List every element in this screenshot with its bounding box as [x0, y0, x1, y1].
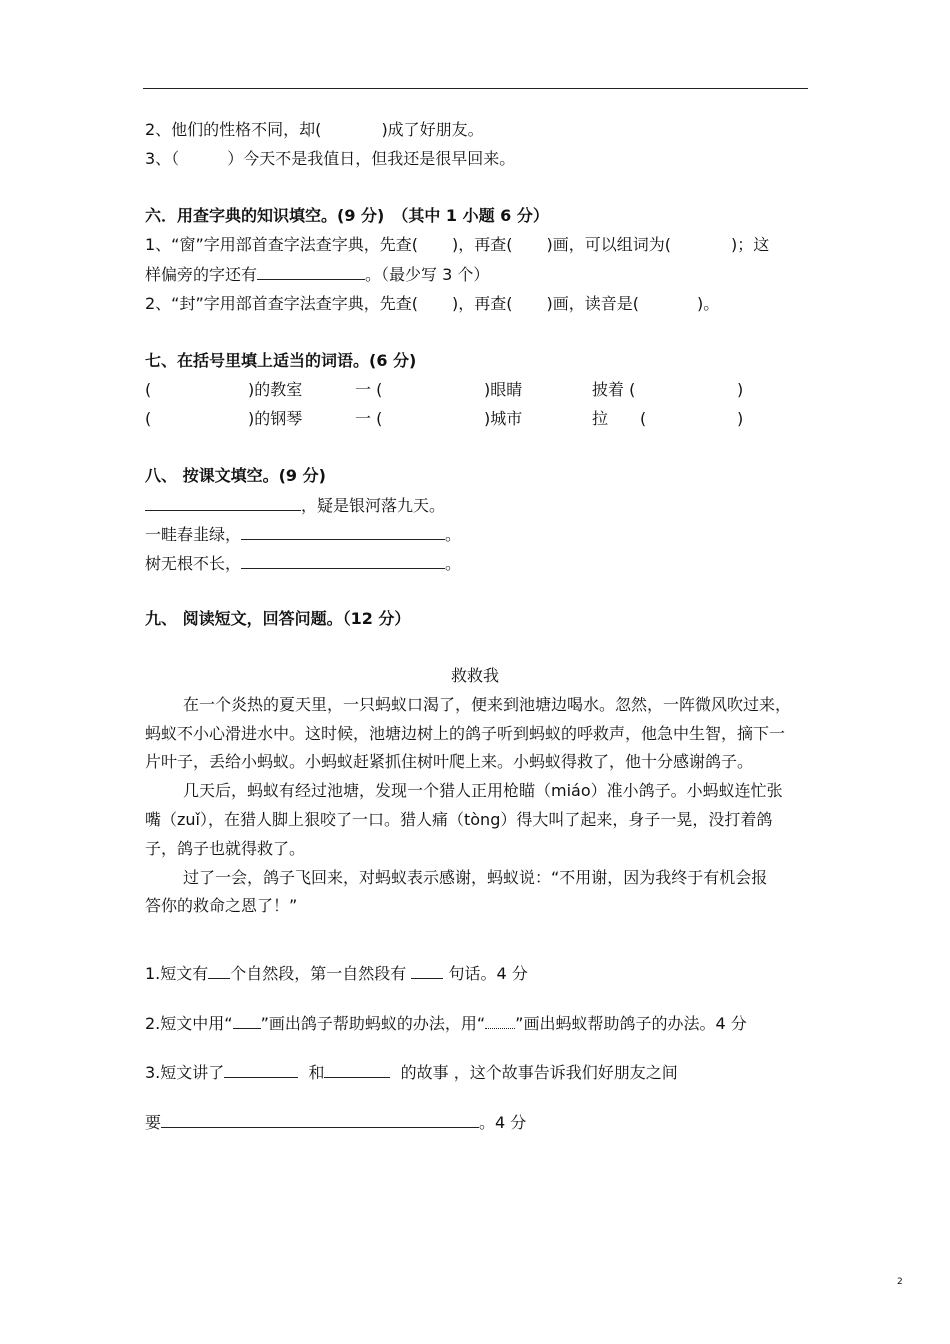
blank-line[interactable] — [208, 962, 230, 979]
s5-q2: 2、他们的性格不同，却( )成了好朋友。 — [145, 120, 484, 139]
story-p3-l2: 答你的救命之恩了！” — [145, 896, 298, 915]
story-p1-l1: 在一个炎热的夏天里，一只蚂蚁口渴了，便来到池塘边喝水。忽然，一阵微风吹过来， — [183, 695, 792, 714]
s6-q1-line2: 样偏旁的字还有 。（最少写 3 个） — [145, 265, 490, 284]
s8-line1: ，疑是银河落九天。 — [145, 494, 445, 517]
s7-r1-f: ) — [737, 380, 744, 399]
s7-r2-e: 拉 — [592, 409, 609, 428]
s8-title: 八、 按课文填空。(9 分) — [145, 466, 326, 485]
s7-r1-c: 一 ( — [355, 380, 383, 399]
story-p2-l2: 嘴（zuǐ），在猎人脚上狠咬了一口。猎人痛（tòng）得大叫了起来，身子一晃，没打着鸽 — [145, 810, 773, 829]
s7-r1-b: )的教室 — [248, 380, 303, 399]
s9-q2: 2.短文中用“ ”画出鸽子帮助蚂蚁的办法，用“ ”画出蚂蚁帮助鸽子的办法。4 分 — [145, 1014, 747, 1033]
s7-title: 七、在括号里填上适当的词语。(6 分) — [145, 351, 417, 370]
s6-q2: 2、“封”字用部首查字法查字典，先查( )，再查( )画，读音是( )。 — [145, 294, 720, 313]
story-p1-l2: 蚂蚁不小心滑进水中。这时候，池塘边树上的鸽子听到蚂蚁的呼救声，他急中生智，摘下一 — [145, 724, 786, 743]
s9-title: 九、 阅读短文，回答问题。（12 分） — [145, 609, 411, 628]
s7-r2-b: )的钢琴 — [248, 409, 303, 428]
blank-line[interactable] — [224, 1061, 298, 1078]
blank-line[interactable] — [161, 1111, 479, 1128]
blank-line[interactable] — [324, 1061, 390, 1078]
s8-line2: 一畦春韭绿， 。 — [145, 525, 462, 544]
straight-line-mark — [233, 1012, 261, 1029]
s7-r1-e: 披着 ( — [592, 380, 636, 399]
s7-r2-a: ( — [145, 409, 152, 428]
s7-r2-c: 一 ( — [355, 409, 383, 428]
header-rule — [143, 88, 808, 89]
s8-line3: 树无根不长， 。 — [145, 554, 462, 573]
blank-line[interactable] — [257, 263, 365, 280]
story-p2-l1: 几天后，蚂蚁有经过池塘，发现一个猎人正用枪瞄（miáo）准小鸽子。小蚂蚁连忙张 — [183, 781, 783, 800]
s7-r2-d: )城市 — [484, 409, 523, 428]
page-number: 2 — [897, 1277, 903, 1287]
s5-q3: 3、（ ）今天不是我值日，但我还是很早回来。 — [145, 149, 516, 168]
blank-line[interactable] — [411, 962, 443, 979]
wavy-line-mark — [485, 1014, 515, 1029]
s6-q1-line1: 1、“窗”字用部首查字法查字典，先查( )，再查( )画，可以组词为( )；这 — [145, 235, 770, 254]
s7-r1-a: ( — [145, 380, 152, 399]
blank-line[interactable] — [241, 523, 445, 540]
s6-title: 六．用查字典的知识填空。(9 分) （其中 1 小题 6 分） — [145, 206, 549, 225]
story-p2-l3: 子，鸽子也就得救了。 — [145, 839, 306, 858]
s9-q3-cont: 要 。4 分 — [145, 1113, 527, 1132]
s7-r2-g: ) — [737, 409, 744, 428]
s9-q1: 1.短文有 个自然段，第一自然段有 句话。4 分 — [145, 964, 528, 983]
blank-line[interactable] — [241, 552, 445, 569]
s9-q3: 3.短文讲了 和 的故事 ，这个故事告诉我们好朋友之间 — [145, 1063, 678, 1082]
s7-r1-d: )眼睛 — [484, 380, 523, 399]
s7-r2-f: ( — [640, 409, 647, 428]
story-title: 救救我 — [451, 666, 500, 685]
blank-line[interactable] — [145, 494, 301, 511]
story-p1-l3: 片叶子，丢给小蚂蚁。小蚂蚁赶紧抓住树叶爬上来。小蚂蚁得救了，他十分感谢鸽子。 — [145, 752, 754, 771]
story-p3-l1: 过了一会，鸽子飞回来，对蚂蚁表示感谢，蚂蚁说：“不用谢，因为我终于有机会报 — [183, 868, 768, 887]
